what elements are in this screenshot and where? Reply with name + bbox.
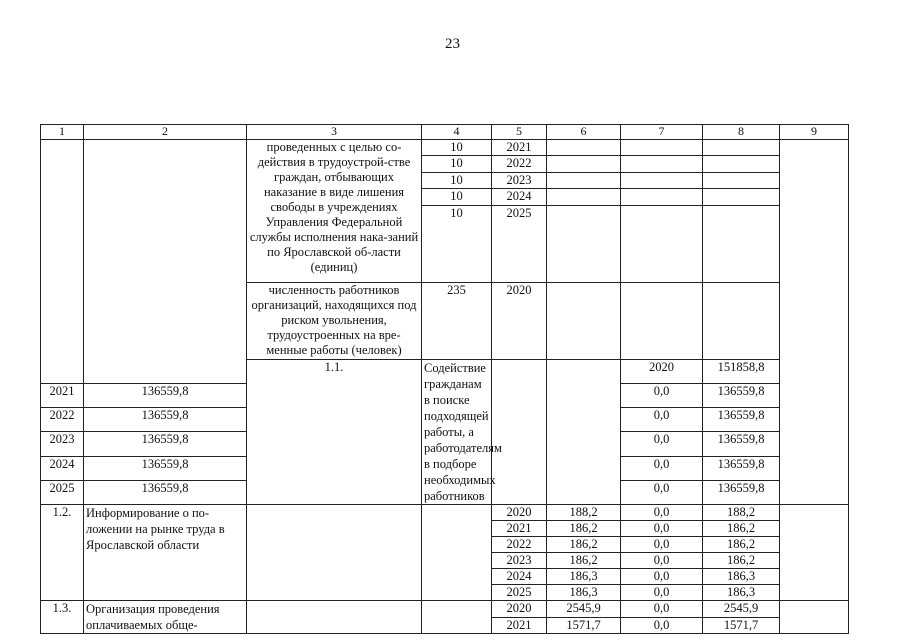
total-cell: 136559,8 <box>84 432 247 456</box>
regional-cell: 1571,7 <box>703 617 780 634</box>
indicator-value: 10 <box>422 172 492 188</box>
indicator-description: численность работников организаций, находящихся под риском увольнения, трудоустроенных на вре-менные работы (человек) <box>247 283 422 360</box>
year-cell: 2021 <box>492 617 547 634</box>
regional-cell: 2545,9 <box>703 601 780 618</box>
year-cell: 2022 <box>492 156 547 172</box>
federal-cell: 0,0 <box>621 617 703 634</box>
indicator-value: 10 <box>422 189 492 205</box>
regional-cell: 136559,8 <box>703 384 780 408</box>
total-cell: 188,2 <box>547 505 621 521</box>
executor-cell <box>780 601 849 634</box>
federal-cell: 0,0 <box>621 585 703 601</box>
executor-cell <box>780 505 849 601</box>
regional-cell: 136559,8 <box>703 480 780 504</box>
federal-cell: 0,0 <box>621 480 703 504</box>
total-cell <box>547 172 621 188</box>
task-number: 1.3. <box>41 601 84 634</box>
indicator-value: 10 <box>422 156 492 172</box>
indicator-description <box>247 601 422 634</box>
task-row <box>41 601 849 618</box>
regional-cell <box>703 283 780 360</box>
total-cell <box>547 205 621 282</box>
year-cell: 2024 <box>492 569 547 585</box>
indicator-value <box>422 505 492 601</box>
federal-cell <box>621 140 703 156</box>
indicator-value: 10 <box>422 140 492 156</box>
column-header: 4 <box>422 125 492 140</box>
total-cell: 186,2 <box>547 537 621 553</box>
year-cell: 2022 <box>41 408 84 432</box>
year-cell: 2021 <box>492 140 547 156</box>
column-header: 1 <box>41 125 84 140</box>
indicator-row <box>41 140 849 156</box>
regional-cell: 186,3 <box>703 585 780 601</box>
federal-cell <box>621 172 703 188</box>
year-cell: 2020 <box>492 505 547 521</box>
federal-cell: 0,0 <box>621 537 703 553</box>
indicator-value: 235 <box>422 283 492 360</box>
program-table <box>40 124 849 634</box>
number-cell <box>41 140 84 384</box>
federal-cell <box>621 189 703 205</box>
regional-cell: 188,2 <box>703 505 780 521</box>
indicator-description <box>247 505 422 601</box>
task-name: Организация проведения оплачиваемых обще- <box>84 601 247 634</box>
task-name: Информирование о по-ложении на рынке труда в Ярославской области <box>84 505 247 601</box>
total-cell: 186,3 <box>547 585 621 601</box>
total-cell <box>547 140 621 156</box>
column-header: 7 <box>621 125 703 140</box>
column-header: 6 <box>547 125 621 140</box>
regional-cell: 186,2 <box>703 553 780 569</box>
total-cell <box>547 156 621 172</box>
column-header: 9 <box>780 125 849 140</box>
year-cell: 2020 <box>621 360 703 384</box>
year-cell: 2025 <box>41 480 84 504</box>
total-cell: 186,2 <box>547 553 621 569</box>
task-name: Содействие гражданам в поиске подходящей работы, а работодателям в подборе необходимых работников <box>422 360 492 505</box>
indicator-value <box>422 601 492 634</box>
year-cell: 2021 <box>492 521 547 537</box>
total-cell: 186,2 <box>547 521 621 537</box>
total-cell <box>547 189 621 205</box>
federal-cell <box>621 283 703 360</box>
federal-cell: 0,0 <box>621 432 703 456</box>
regional-cell <box>703 156 780 172</box>
total-cell: 2545,9 <box>547 601 621 618</box>
year-cell: 2023 <box>492 172 547 188</box>
indicator-description <box>492 360 547 505</box>
federal-cell: 0,0 <box>621 456 703 480</box>
executor-cell <box>780 140 849 384</box>
column-header: 3 <box>247 125 422 140</box>
federal-cell: 0,0 <box>621 569 703 585</box>
federal-cell <box>621 205 703 282</box>
total-cell: 151858,8 <box>703 360 780 384</box>
regional-cell: 136559,8 <box>703 456 780 480</box>
total-cell: 136559,8 <box>84 408 247 432</box>
regional-cell: 136559,8 <box>703 408 780 432</box>
total-cell: 1571,7 <box>547 617 621 634</box>
year-cell: 2022 <box>492 537 547 553</box>
task-row <box>41 505 849 521</box>
task-number: 1.2. <box>41 505 84 601</box>
federal-cell: 0,0 <box>621 553 703 569</box>
page-number: 23 <box>445 36 460 52</box>
federal-cell <box>621 156 703 172</box>
regional-cell: 186,2 <box>703 521 780 537</box>
total-cell: 136559,8 <box>84 456 247 480</box>
year-cell: 2020 <box>492 601 547 618</box>
regional-cell: 186,3 <box>703 569 780 585</box>
column-header: 5 <box>492 125 547 140</box>
column-header: 2 <box>84 125 247 140</box>
federal-cell: 0,0 <box>621 505 703 521</box>
regional-cell <box>703 205 780 282</box>
total-cell <box>547 283 621 360</box>
indicator-description: проведенных с целью со-действия в трудоустрой-стве граждан, отбывающих наказание в виде лишения свободы в учреждениях Управления Федеральной службы исполнения нака-заний по Ярославской об-ласти (единиц) <box>247 140 422 283</box>
indicator-value <box>547 360 621 505</box>
year-cell: 2025 <box>492 585 547 601</box>
regional-cell <box>703 140 780 156</box>
federal-cell: 0,0 <box>621 521 703 537</box>
total-cell: 186,3 <box>547 569 621 585</box>
task-name-cell <box>84 140 247 384</box>
total-cell: 136559,8 <box>84 384 247 408</box>
year-cell: 2024 <box>41 456 84 480</box>
task-number: 1.1. <box>247 360 422 505</box>
regional-cell: 186,2 <box>703 537 780 553</box>
indicator-value: 10 <box>422 205 492 282</box>
total-cell: 136559,8 <box>84 480 247 504</box>
year-cell: 2020 <box>492 283 547 360</box>
regional-cell: 136559,8 <box>703 432 780 456</box>
column-header: 8 <box>703 125 780 140</box>
federal-cell: 0,0 <box>621 408 703 432</box>
year-cell: 2023 <box>41 432 84 456</box>
year-cell: 2021 <box>41 384 84 408</box>
regional-cell <box>703 189 780 205</box>
federal-cell: 0,0 <box>621 601 703 618</box>
federal-cell: 0,0 <box>621 384 703 408</box>
column-header-row <box>41 125 849 140</box>
year-cell: 2023 <box>492 553 547 569</box>
year-cell: 2024 <box>492 189 547 205</box>
regional-cell <box>703 172 780 188</box>
year-cell: 2025 <box>492 205 547 282</box>
